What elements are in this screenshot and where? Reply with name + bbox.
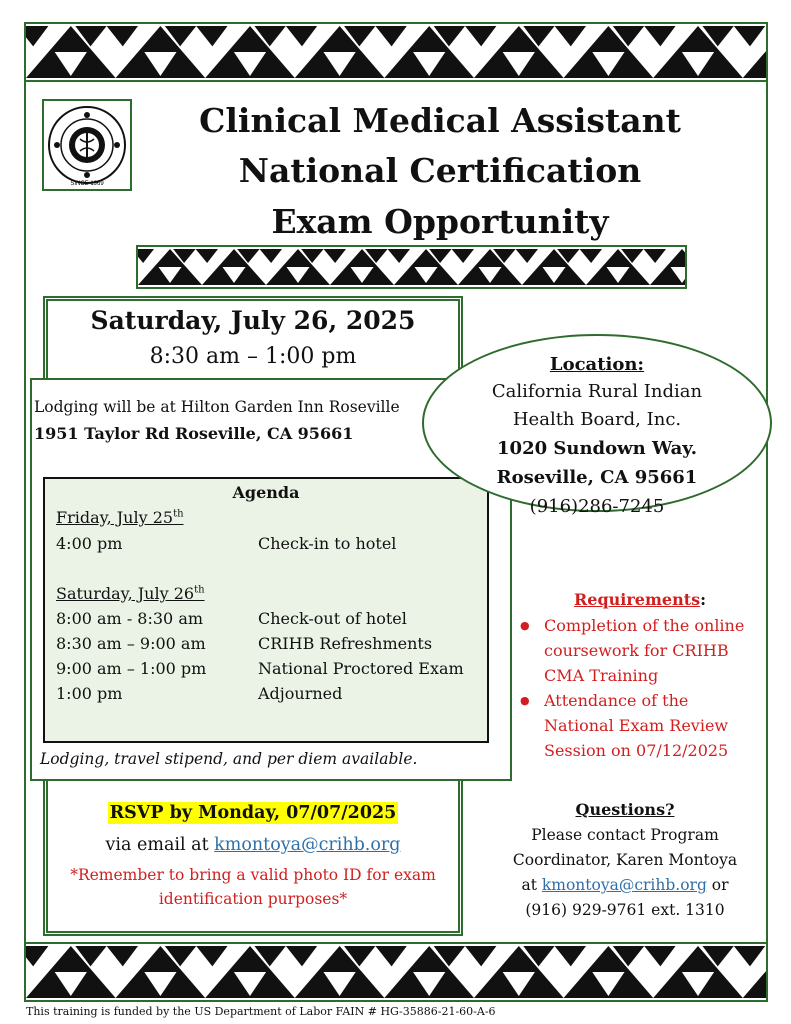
questions-email-link[interactable]: kmontoya@crihb.org <box>541 876 707 894</box>
pattern-triangle <box>324 249 346 263</box>
pattern-triangle <box>107 946 138 966</box>
pattern-triangle <box>555 26 586 46</box>
rsvp-deadline: RSVP by Monday, 07/07/2025 <box>109 803 397 823</box>
top-pattern-band <box>24 22 768 82</box>
pattern-triangle <box>734 946 765 966</box>
questions-line-2: Coordinator, Karen Montoya <box>512 851 738 869</box>
agenda-item: 9:00 am – 1:00 pm National Proctored Exam <box>56 659 464 678</box>
top-band-pattern <box>26 24 766 80</box>
pattern-triangle <box>452 249 474 263</box>
pattern-triangle <box>375 946 406 966</box>
pattern-triangle <box>286 26 317 46</box>
pattern-triangle <box>644 26 675 46</box>
funding-footer: This training is funded by the US Department of Labor FAIN # HG-35886-21-60-A-6 <box>26 1005 496 1018</box>
lodging-address: 1951 Taylor Rd Roseville, CA 95661 <box>34 424 354 443</box>
crihb-seal-icon <box>44 101 130 189</box>
pattern-triangle <box>388 249 410 263</box>
location-heading: Location: <box>549 354 645 375</box>
title-pattern-band <box>136 245 687 289</box>
pattern-triangle <box>516 249 538 263</box>
pattern-triangle <box>196 249 218 263</box>
rsvp-deadline-wrap <box>46 803 460 823</box>
pattern-triangle <box>580 249 602 263</box>
lodging-note: Lodging, travel stipend, and per diem available. <box>40 750 418 768</box>
pattern-triangle <box>555 946 586 966</box>
bottom-pattern-band <box>24 942 768 1002</box>
location-street: 1020 Sundown Way. <box>497 438 697 459</box>
requirements-list <box>518 613 758 763</box>
requirements-heading: Requirements: <box>573 590 707 609</box>
event-time: 8:30 am – 1:00 pm <box>149 344 357 369</box>
questions-heading: Questions? <box>575 800 675 819</box>
title-line-1: Clinical Medical Assistant <box>199 101 681 140</box>
rsvp-email-link[interactable]: kmontoya@crihb.org <box>214 835 401 855</box>
agenda-item: 8:00 am - 8:30 am Check-out of hotel <box>56 609 407 628</box>
svg-text:SINCE 1969: SINCE 1969 <box>70 181 104 187</box>
pattern-triangle <box>734 26 765 46</box>
pattern-triangle <box>260 249 282 263</box>
agenda-day-1: Friday, July 25th <box>56 508 184 527</box>
pattern-triangle <box>465 946 496 966</box>
pattern-triangle <box>196 946 227 966</box>
location-org-2: Health Board, Inc. <box>512 409 682 430</box>
pattern-triangle <box>644 249 666 263</box>
crihb-logo <box>42 99 132 191</box>
questions-line-3: at kmontoya@crihb.org or <box>521 876 729 894</box>
pattern-triangle <box>138 249 154 263</box>
rsvp-via: via email at kmontoya@crihb.org <box>105 835 401 855</box>
agenda-item: 4:00 pm Check-in to hotel <box>56 534 397 553</box>
agenda-day-2: Saturday, July 26th <box>56 584 205 603</box>
requirement-item: ● Attendance of the National Exam Review Session on 07/12/2025 <box>518 688 758 763</box>
title-line-2: National Certification <box>238 151 642 190</box>
agenda-title: Agenda <box>232 483 300 502</box>
questions-phone: (916) 929-9761 ext. 1310 <box>525 901 725 919</box>
agenda-item: 1:00 pm Adjourned <box>56 684 343 703</box>
pattern-triangle <box>286 946 317 966</box>
title-band-pattern <box>138 247 685 287</box>
location-city: Roseville, CA 95661 <box>496 467 698 488</box>
questions-line-1: Please contact Program <box>531 826 719 844</box>
pattern-triangle <box>196 26 227 46</box>
location-org-1: California Rural Indian <box>491 381 703 402</box>
event-date: Saturday, July 26, 2025 <box>90 306 416 335</box>
agenda-item: 8:30 am – 9:00 am CRIHB Refreshments <box>56 634 433 653</box>
pattern-triangle <box>465 26 496 46</box>
pattern-triangle <box>26 26 48 46</box>
lodging-hotel: Lodging will be at Hilton Garden Inn Roseville <box>34 398 400 416</box>
pattern-triangle <box>26 946 48 966</box>
pattern-triangle <box>644 946 675 966</box>
bottom-band-pattern <box>26 944 766 1000</box>
requirement-item: ● Completion of the online coursework for CRIHB CMA Training <box>518 613 758 688</box>
pattern-triangle <box>107 26 138 46</box>
pattern-triangle <box>375 26 406 46</box>
location-phone: (916)286-7245 <box>529 496 665 517</box>
title-line-3: Exam Opportunity <box>271 202 609 241</box>
rsvp-reminder: *Remember to bring a valid photo ID for exam identification purposes* <box>70 866 436 908</box>
